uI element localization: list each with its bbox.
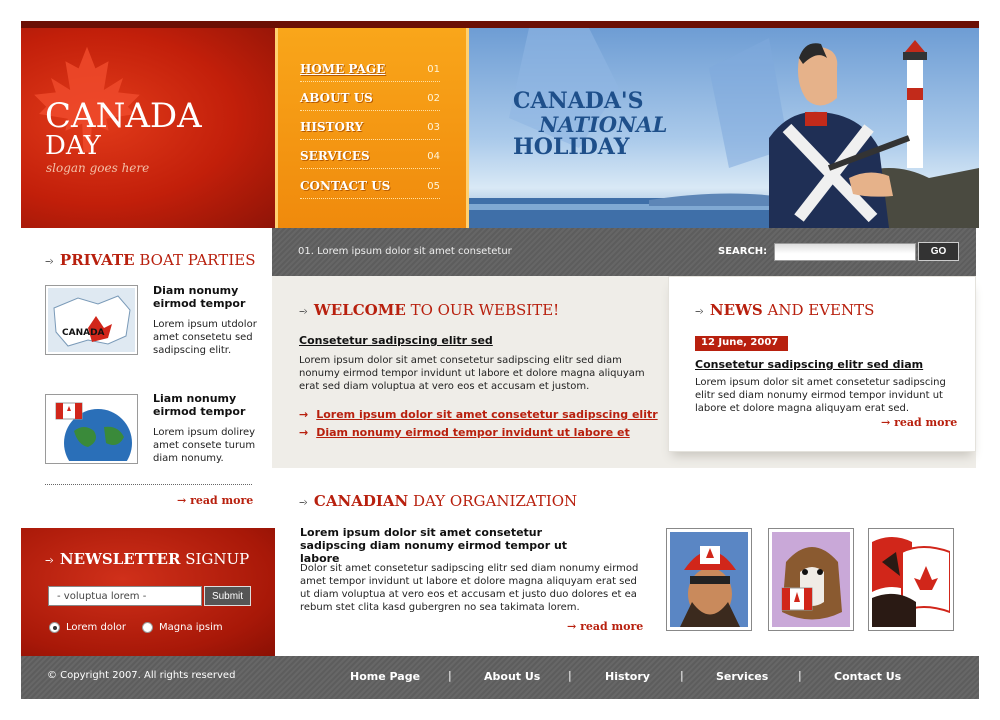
boat-item-1-heading[interactable]: Diam nonumy eirmod tempor [153, 284, 246, 310]
news-date-badge: 12 June, 2007 [695, 336, 788, 351]
footer-separator: | [448, 669, 452, 682]
newsletter-submit-button[interactable]: Submit [204, 586, 251, 606]
search-input[interactable] [774, 243, 916, 261]
footer-separator: | [568, 669, 572, 682]
nav-item-about[interactable] [300, 89, 440, 111]
boat-item-1-text: Lorem ipsum utdolor amet consetetu sed sadipscing elitr. [153, 319, 257, 356]
nav-label: HISTORY [300, 120, 364, 134]
boat-parties-title: --› PRIVATE BOAT PARTIES [45, 251, 256, 269]
nav-label: CONTACT US [300, 179, 391, 193]
organization-read-more[interactable]: → read more [567, 620, 644, 633]
news-events-box [668, 276, 976, 452]
arrow-right-icon: --› [695, 304, 702, 318]
photo-girl-canada-hat[interactable] [666, 528, 752, 631]
arrow-right-icon: → [299, 426, 309, 439]
news-subheading[interactable]: Consetetur sadipscing elitr sed diam [695, 358, 924, 371]
newsletter-option-1[interactable]: Lorem dolor [49, 622, 126, 633]
left-divider [45, 484, 252, 485]
welcome-title: --› WELCOME TO OUR WEBSITE! [299, 301, 560, 319]
boat-item-1-image[interactable] [45, 285, 138, 355]
nav-item-services[interactable] [300, 147, 440, 169]
welcome-text: Lorem ipsum dolor sit amet consetetur sadipscing elitr sed diam nonumy eirmod tempor invidunt ut labore et dolore magna aliquyam erat sed diam voluptua at vero eos et accusam et justom. [299, 355, 645, 392]
copyright-text: © Copyright 2007. All rights reserved [47, 670, 236, 681]
logo-word-canada: CANADA [45, 96, 202, 136]
photo-flags[interactable] [868, 528, 954, 631]
radio-unselected-icon [142, 622, 153, 633]
boat-item-2-image[interactable] [45, 394, 138, 464]
arrow-right-icon: --› [299, 304, 306, 318]
banner-title-line1: CANADA'S [513, 88, 644, 114]
organization-lead: Lorem ipsum dolor sit amet consetetur sadipscing diam nonumy eirmod tempor ut labore [300, 526, 568, 565]
flags-image [872, 532, 950, 627]
nav-number: 03 [427, 122, 440, 133]
welcome-link-1[interactable]: → Lorem ipsum dolor sit amet consetetur sadipscing elitr [299, 408, 658, 421]
map-label: CANADA [62, 328, 105, 338]
arrow-right-icon: → [177, 494, 187, 507]
canada-map-thumbnail [48, 288, 135, 352]
arrow-right-icon: --› [45, 254, 52, 268]
nav-item-contact[interactable] [300, 177, 440, 199]
footer [21, 656, 979, 699]
footer-separator: | [680, 669, 684, 682]
search-go-button[interactable]: GO [918, 242, 959, 261]
nav-number: 01 [427, 64, 440, 75]
newsletter-panel [21, 528, 275, 656]
logo-slogan: slogan goes here [46, 161, 150, 175]
newsletter-title: --› NEWSLETTER SIGNUP [45, 550, 250, 568]
banner-title-line3: HOLIDAY [513, 134, 630, 160]
logo-panel[interactable] [21, 28, 275, 228]
arrow-right-icon: --› [45, 553, 52, 567]
boat-item-2-heading[interactable]: Liam nonumy eirmod tempor [153, 392, 246, 418]
arrow-right-icon: → [567, 620, 577, 633]
search-bar [272, 228, 976, 276]
logo-word-day: DAY [45, 131, 101, 161]
breadcrumb: 01. Lorem ipsum dolor sit amet consetetur [298, 246, 512, 257]
dog-flag-image [772, 532, 850, 627]
nav-number: 05 [427, 181, 440, 192]
footer-link-history[interactable]: History [605, 670, 650, 683]
girl-hat-image [670, 532, 748, 627]
newsletter-email-input[interactable] [48, 586, 202, 606]
globe-flag-thumbnail [48, 397, 135, 461]
arrow-right-icon: --› [299, 495, 306, 509]
organization-title: --› CANADIAN DAY ORGANIZATION [299, 492, 578, 510]
news-read-more[interactable]: → read more [881, 416, 958, 429]
arrow-right-icon: → [881, 416, 891, 429]
nav-label: HOME PAGE [300, 62, 386, 76]
nav-item-home[interactable] [300, 60, 440, 82]
welcome-subheading[interactable]: Consetetur sadipscing elitr sed [299, 334, 493, 347]
nav-number: 04 [427, 151, 440, 162]
news-events-title: --› NEWS AND EVENTS [695, 301, 875, 319]
boat-read-more[interactable]: → read more [177, 494, 254, 507]
nav-item-history[interactable] [300, 118, 440, 140]
main-nav [275, 28, 469, 228]
nav-label: SERVICES [300, 149, 370, 163]
header-banner [469, 28, 979, 228]
nav-number: 02 [427, 93, 440, 104]
welcome-link-2[interactable]: → Diam nonumy eirmod tempor invidunt ut labore et [299, 426, 630, 439]
footer-link-services[interactable]: Services [716, 670, 769, 683]
news-text: Lorem ipsum dolor sit amet consetetur sadipscing elitr sed diam nonumy eirmod tempor invidunt ut labore et dolore magna aliquyam erat sed. [695, 377, 946, 414]
top-strip [21, 21, 979, 28]
footer-link-home[interactable]: Home Page [350, 670, 421, 683]
boat-item-2-text: Lorem ipsum dolirey amet consete turum diam nonumy. [153, 427, 256, 464]
arrow-right-icon: → [299, 408, 309, 421]
search-label: SEARCH: [718, 246, 768, 257]
footer-separator: | [798, 669, 802, 682]
footer-link-about[interactable]: About Us [484, 670, 541, 683]
radio-selected-icon [49, 622, 60, 633]
newsletter-option-2[interactable]: Magna ipsim [142, 622, 223, 633]
organization-text: Dolor sit amet consetetur sadipscing elitr sed diam nonumy eirmod amet tempor invidunt ut labore et dolore magna aliquyam erat sed ut diam voluptua at vero eos et accusam et justo duo dolores et ea rebum stet clita kasd gubergren no sea takimata lorem. [300, 563, 639, 613]
banner-title-line2: NATIONAL [539, 112, 668, 137]
footer-link-contact[interactable]: Contact Us [834, 670, 902, 683]
nav-label: ABOUT US [300, 91, 373, 105]
photo-dog-flag[interactable] [768, 528, 854, 631]
